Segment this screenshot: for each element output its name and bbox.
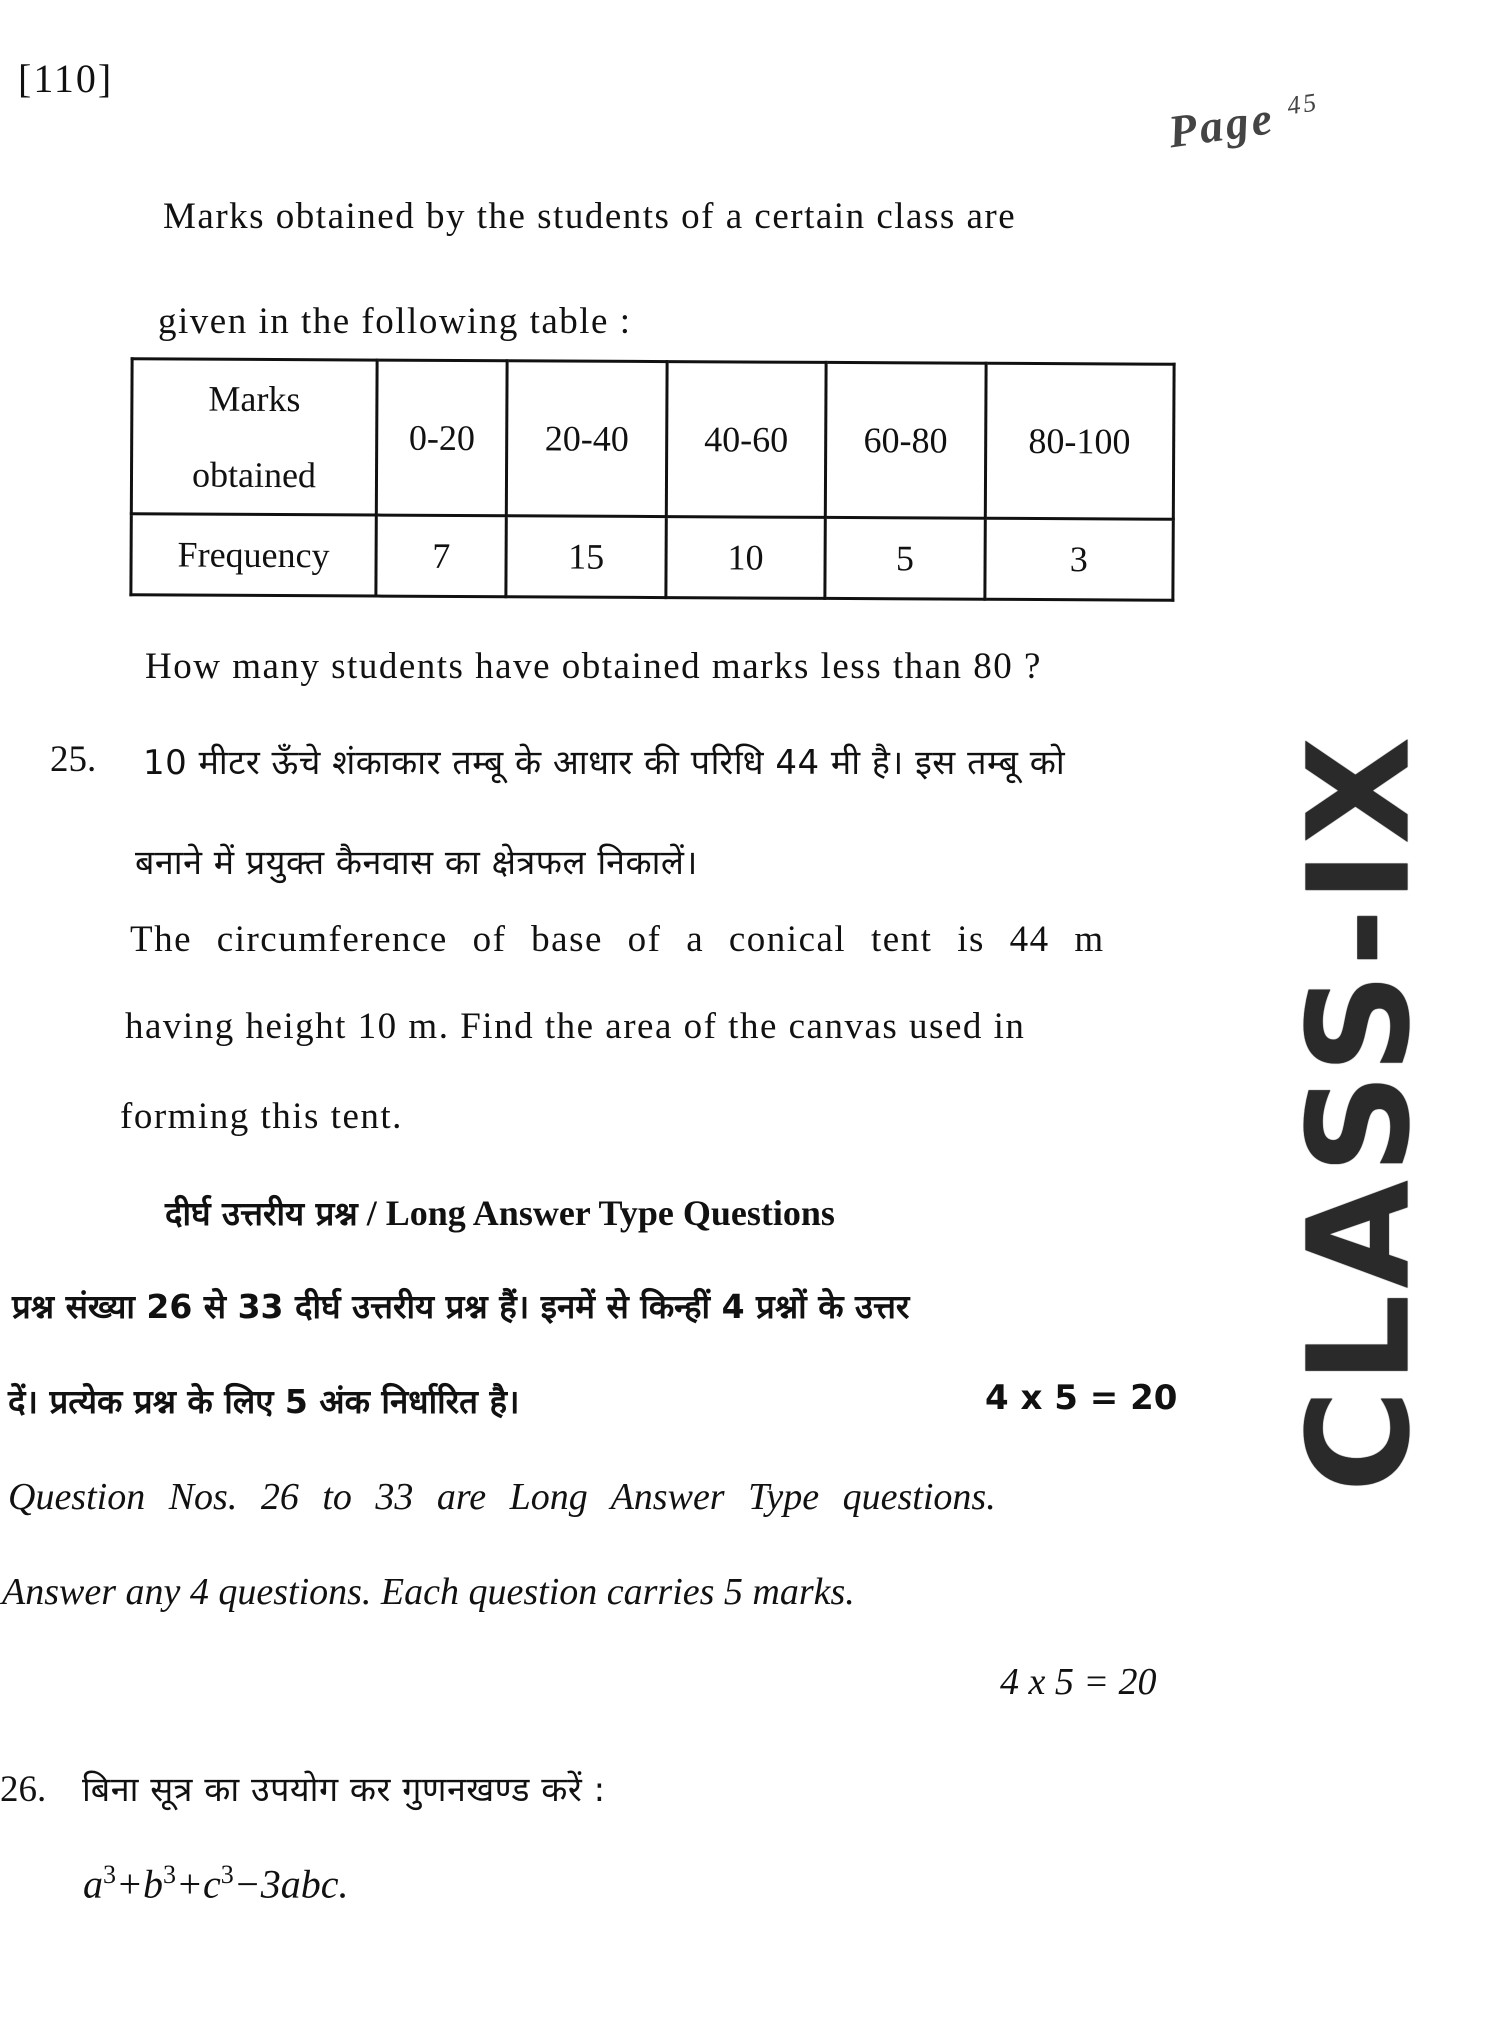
marks-scheme-english: 4 x 5 = 20 <box>1000 1661 1157 1703</box>
row-header-marks <box>131 359 377 515</box>
table-cell-frequency: 7 <box>376 515 507 597</box>
q25-english-line-2: having height 10 m. Find the area of the canvas used in <box>125 1006 1026 1047</box>
table-row-marks <box>131 359 1174 519</box>
formula-operator: + <box>176 1861 203 1907</box>
page-label <box>1165 85 1324 159</box>
section-title-hindi: दीर्घ उत्तरीय प्रश्न <box>165 1194 358 1233</box>
page-label-number: 45 <box>1285 87 1321 121</box>
table-cell-frequency: 3 <box>984 518 1173 600</box>
marks-scheme-hindi: 4 x 5 = 20 <box>985 1378 1178 1418</box>
formula-term: c <box>203 1861 221 1907</box>
formula-exponent: 3 <box>103 1860 116 1889</box>
section-title-english: Long Answer Type Questions <box>385 1193 835 1233</box>
q25-hindi-line-1: 10 मीटर ऊँचे शंकाकार तम्बू के आधार की परिधि 44 मी है। इस तम्बू को <box>143 743 1066 783</box>
q26-hindi: बिना सूत्र का उपयोग कर गुणनखण्ड करें : <box>82 1770 606 1810</box>
q25-hindi-line-2: बनाने में प्रयुक्त कैनवास का क्षेत्रफल निकालें। <box>135 843 698 883</box>
q26-number: 26. <box>0 1769 47 1810</box>
q24-intro-line-1: Marks obtained by the students of a certain class are <box>163 196 1017 237</box>
marks-frequency-table <box>129 357 1175 601</box>
formula-operator: − <box>233 1861 261 1907</box>
table-cell-frequency: 5 <box>825 517 985 599</box>
q26-formula <box>83 1860 349 1907</box>
table-cell-class: 40-60 <box>666 362 826 518</box>
class-banner: CLASS-IX <box>1278 730 1442 1493</box>
page-number: [110] <box>18 56 114 101</box>
table-cell-frequency: 10 <box>666 517 826 599</box>
row-header-frequency: Frequency <box>131 514 376 596</box>
section-title <box>165 1190 835 1235</box>
q25-english-line-1: The circumference of base of a conical tent is 44 m <box>130 919 1105 960</box>
formula-term: a <box>83 1861 103 1907</box>
formula-operator: + <box>116 1861 143 1907</box>
row-header-marks-line2: obtained <box>191 454 317 496</box>
q25-english-line-3: forming this tent. <box>120 1096 403 1137</box>
table-cell-class: 80-100 <box>985 363 1174 519</box>
formula-term: b <box>143 1861 163 1907</box>
table-cell-frequency: 15 <box>506 516 666 598</box>
q24-intro-line-2: given in the following table : <box>158 301 632 342</box>
q24-question: How many students have obtained marks less than 80 ? <box>145 646 1042 687</box>
table-cell-class: 60-80 <box>825 362 985 518</box>
instructions-english-line-2: Answer any 4 questions. Each question carries 5 marks. <box>2 1571 855 1613</box>
instructions-english-line-1: Question Nos. 26 to 33 are Long Answer Type questions. <box>8 1476 996 1518</box>
table-cell-class: 0-20 <box>376 360 507 516</box>
table-cell-class: 20-40 <box>507 361 667 517</box>
page-label-text: Page <box>1165 92 1278 158</box>
q25-number: 25. <box>50 739 97 780</box>
formula-exponent: 3 <box>163 1860 176 1889</box>
row-header-marks-line1: Marks <box>208 378 301 420</box>
table-row-frequency <box>131 514 1173 600</box>
formula-term: 3abc. <box>260 1861 349 1907</box>
instructions-hindi-line-2: दें। प्रत्येक प्रश्न के लिए 5 अंक निर्धारित है। <box>8 1382 520 1421</box>
instructions-hindi-line-1: प्रश्न संख्या 26 से 33 दीर्घ उत्तरीय प्रश्न हैं। इनमें से किन्हीं 4 प्रश्नों के उत्तर <box>12 1287 910 1326</box>
formula-exponent: 3 <box>220 1860 234 1889</box>
section-title-separator: / <box>357 1193 386 1233</box>
